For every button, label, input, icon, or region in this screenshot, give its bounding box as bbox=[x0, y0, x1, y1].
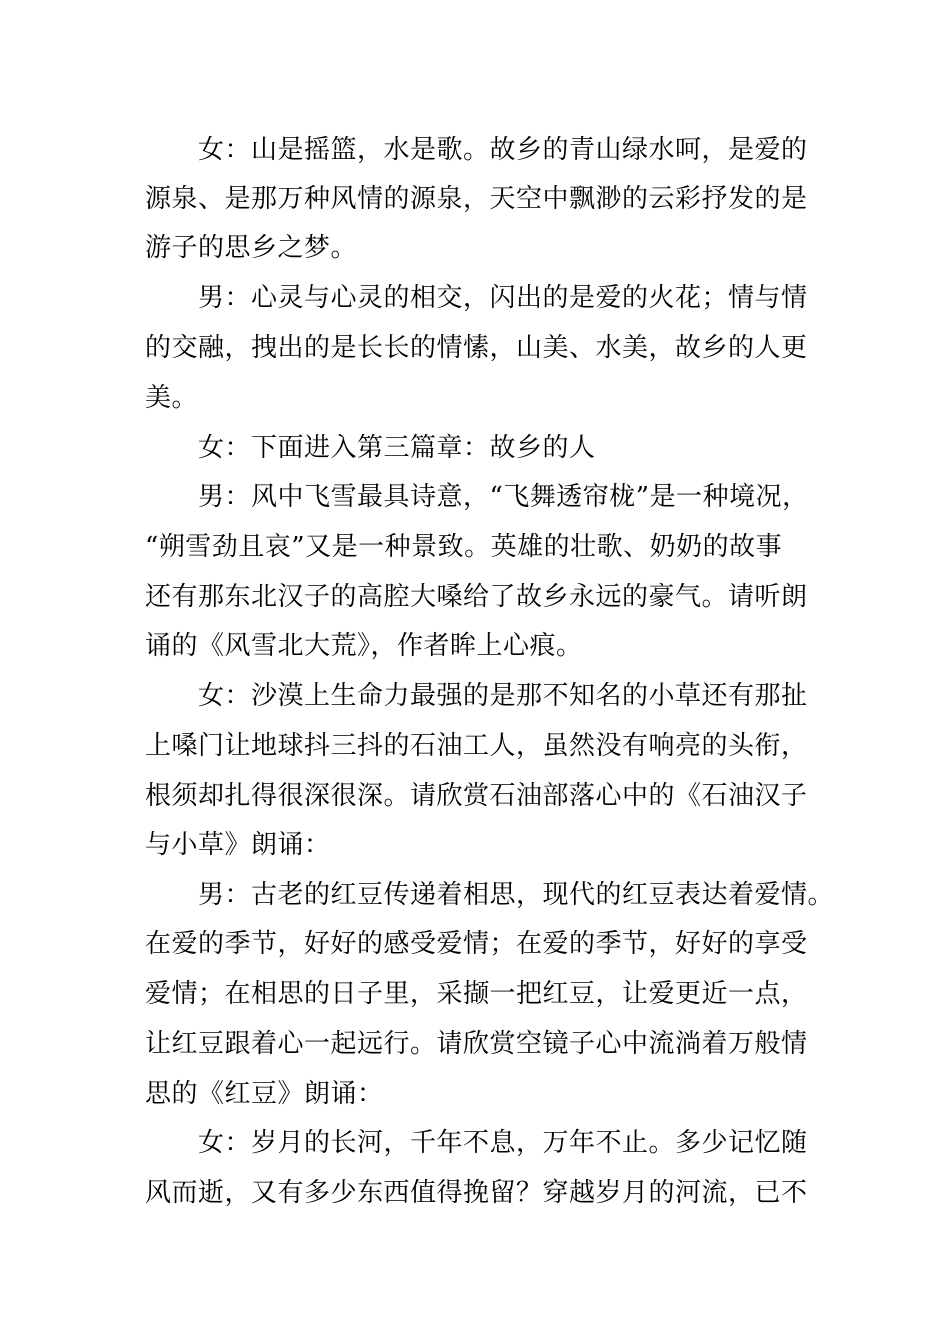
text-line: 根须却扎得很深很深。请欣赏石油部落心中的《石油汉子 bbox=[145, 781, 808, 811]
text-line: 女：山是摇篮，水是歌。故乡的青山绿水呵，是爱的 bbox=[198, 135, 808, 165]
text-line: 男：古老的红豆传递着相思，现代的红豆表达着爱情。 bbox=[198, 880, 835, 910]
text-line: 与小草》朗诵： bbox=[145, 830, 331, 860]
text-line: 游子的思乡之梦。 bbox=[145, 233, 358, 263]
text-line: 还有那东北汉子的高腔大嗓给了故乡永远的豪气。请听朗 bbox=[145, 582, 808, 612]
text-line: “朔雪劲且哀”又是一种景致。英雄的壮歌、奶奶的故事 bbox=[145, 532, 783, 562]
text-line: 女：沙漠上生命力最强的是那不知名的小草还有那扯 bbox=[198, 681, 808, 711]
text-line: 美。 bbox=[145, 383, 199, 413]
text-line: 让红豆跟着心一起远行。请欣赏空镜子心中流淌着万般情 bbox=[145, 1029, 808, 1059]
text-line: 诵的《风雪北大荒》，作者眸上心痕。 bbox=[145, 631, 583, 661]
text-line: 风而逝，又有多少东西值得挽留？穿越岁月的河流，已不 bbox=[145, 1178, 808, 1208]
text-line: 女：下面进入第三篇章：故乡的人 bbox=[198, 433, 596, 463]
text-line: 上嗓门让地球抖三抖的石油工人，虽然没有响亮的头衔， bbox=[145, 731, 808, 761]
text-line: 男：心灵与心灵的相交，闪出的是爱的火花；情与情 bbox=[198, 283, 808, 313]
text-line: 女：岁月的长河，千年不息，万年不止。多少记忆随 bbox=[198, 1128, 808, 1158]
text-line: 源泉、是那万种风情的源泉，天空中飘渺的云彩抒发的是 bbox=[145, 184, 808, 214]
text-line: 爱情；在相思的日子里，采撷一把红豆，让爱更近一点， bbox=[145, 979, 808, 1009]
text-line: 思的《红豆》朗诵： bbox=[145, 1079, 384, 1109]
text-line: 的交融，拽出的是长长的情愫，山美、水美，故乡的人更 bbox=[145, 333, 808, 363]
text-line: 男：风中飞雪最具诗意，“飞舞透帘栊”是一种境况， bbox=[198, 482, 809, 512]
text-line: 在爱的季节，好好的感受爱情；在爱的季节，好好的享受 bbox=[145, 929, 808, 959]
